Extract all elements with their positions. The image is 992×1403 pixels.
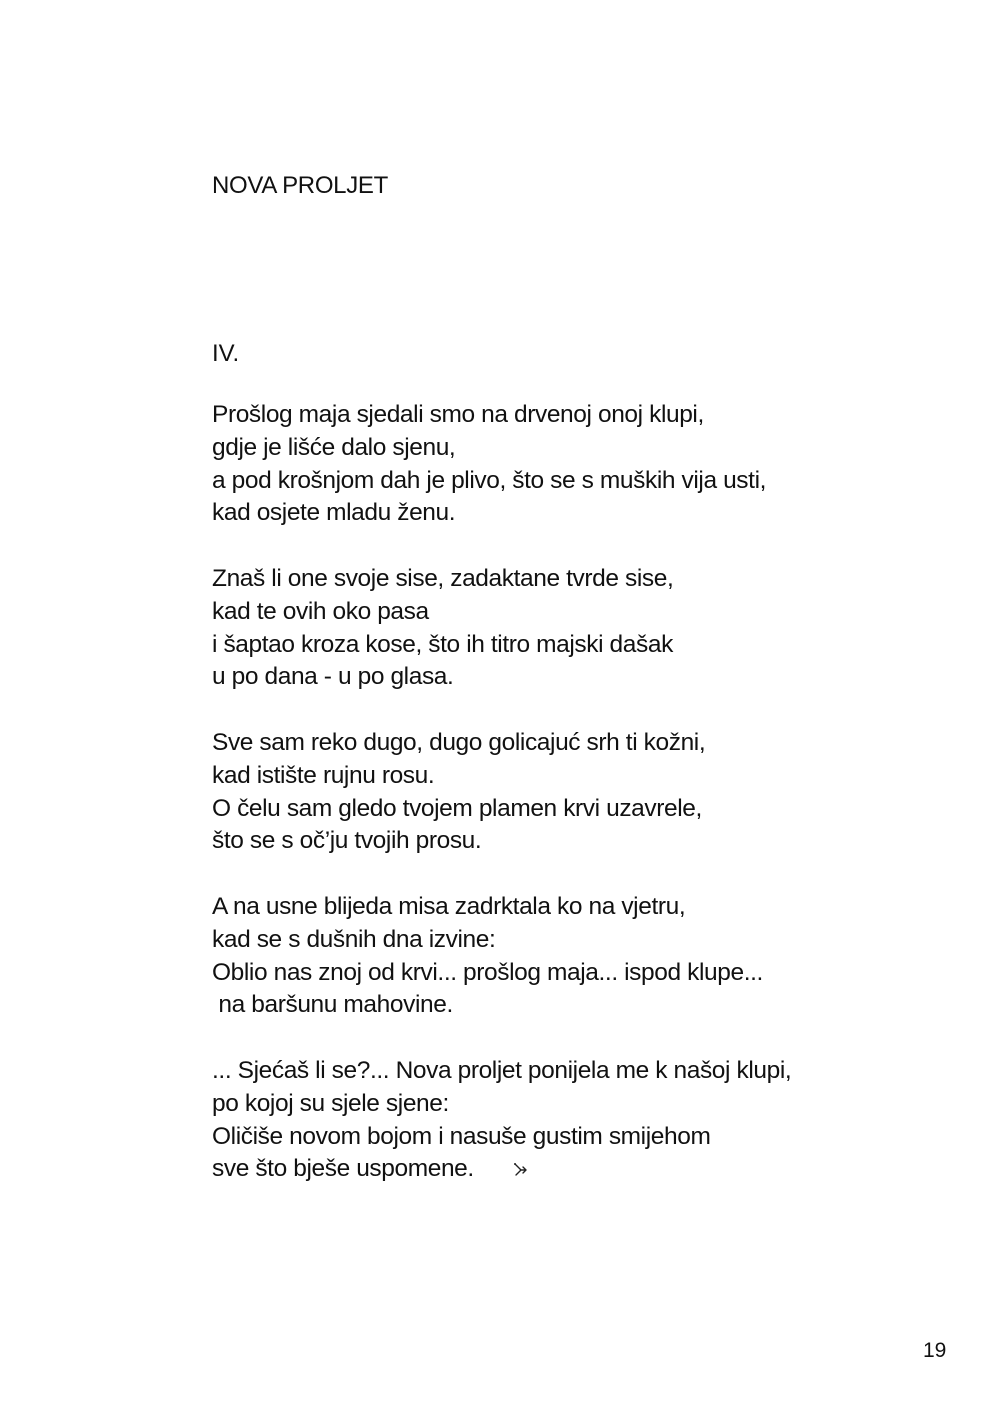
poem-line: ... Sjećaš li se?... Nova proljet ponijela me k našoj klupi, xyxy=(212,1057,792,1084)
poem-line: kad se s dušnih dna izvine: xyxy=(212,925,496,953)
poem-line: Prošlog maja sjedali smo na drvenoj onoj klupi, xyxy=(212,401,704,428)
poem-line: A na usne blijeda misa zadrktala ko na vjetru, xyxy=(212,893,686,920)
poem-line: gdje je lišće dalo sjenu, xyxy=(212,433,456,461)
poem-line: Oblio nas znoj od krvi... prošlog maja... ispod klupe... xyxy=(212,958,763,986)
poem-line: po kojoj su sjele sjene: xyxy=(212,1089,449,1117)
poem-line: O čelu sam gledo tvojem plamen krvi uzavrele, xyxy=(212,794,702,822)
stanza-3 xyxy=(212,727,932,891)
poem-line: Sve sam reko dugo, dugo golicajuć srh ti kožni, xyxy=(212,729,706,756)
last-poem-line xyxy=(212,1153,932,1186)
stanza-4 xyxy=(212,891,932,1055)
poem-line: i šaptao kroza kose, što ih titro majski dašak xyxy=(212,630,673,658)
poem-line: što se s oč’ju tvojih prosu. xyxy=(212,827,482,855)
poem-line: kad istište rujnu rosu. xyxy=(212,761,435,789)
poem-line-text: sve što bješe uspomene. xyxy=(212,1155,474,1183)
poem-line: kad osjete mladu ženu. xyxy=(212,499,456,527)
ornament-icon xyxy=(512,1155,528,1171)
page-title: NOVA PROLJET xyxy=(212,172,389,199)
poem-line: kad te ovih oko pasa xyxy=(212,597,429,625)
poem-line: na baršunu mahovine. xyxy=(212,991,453,1019)
poem-line: u po dana - u po glasa. xyxy=(212,663,454,691)
poem-line: a pod krošnjom dah je plivo, što se s muških vija usti, xyxy=(212,466,767,494)
poem xyxy=(212,399,932,1219)
stanza-2 xyxy=(212,563,932,727)
poem-line: Oličiše novom bojom i nasuše gustim smijehom xyxy=(212,1122,711,1150)
page-number: 19 xyxy=(923,1339,947,1362)
stanza-1 xyxy=(212,399,932,563)
stanza-5 xyxy=(212,1055,932,1219)
poem-line: Znaš li one svoje sise, zadaktane tvrde sise, xyxy=(212,565,674,592)
section-number: IV. xyxy=(212,340,240,367)
